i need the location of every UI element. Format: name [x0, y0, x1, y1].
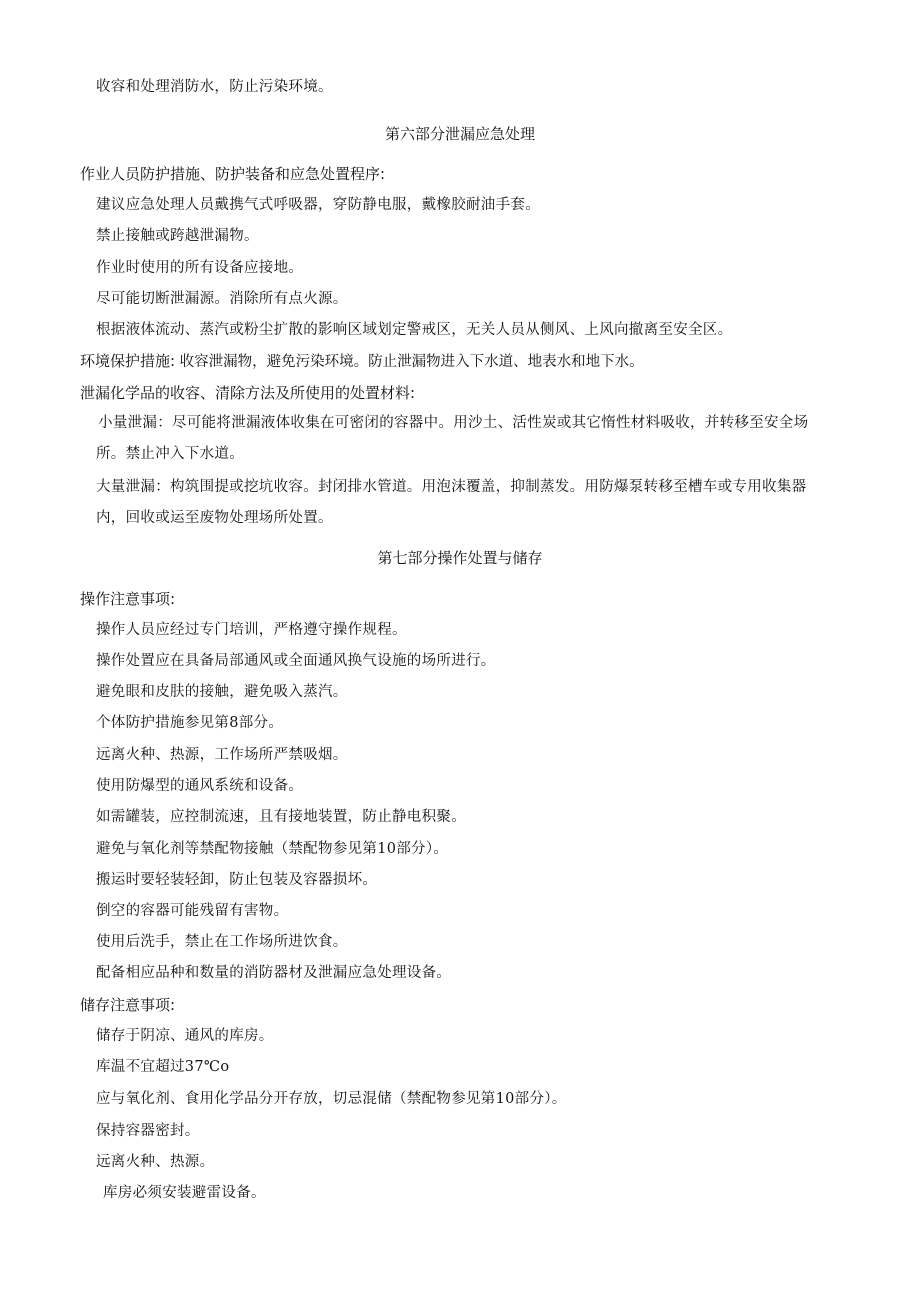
large-leak-line: 内，回收或运至废物处理场所处置。: [96, 510, 333, 526]
environment-protection-row: [80, 351, 644, 372]
personnel-item: 尽可能切断泄漏源。消除所有点火源。: [96, 291, 348, 307]
storage-item: 应与氧化剂、食用化学品分开存放，切忌混储（禁配物参见第10部分）。: [96, 1091, 567, 1107]
operation-item: 操作处置应在具备局部通风或全面通风换气设施的场所进行。: [96, 653, 496, 669]
storage-item: 库温不宜超过37℃o: [96, 1059, 230, 1075]
storage-item: 储存于阴凉、通风的库房。: [96, 1028, 274, 1044]
storage-item: 保持容器密封。: [96, 1123, 200, 1139]
small-leak-line: 小量泄漏：尽可能将泄漏液体收集在可密闭的容器中。用沙土、活性炭或其它惰性材料吸收，并转移至安全场: [98, 415, 809, 431]
operation-item: 搬运时要轻装轻卸，防止包装及容器损坏。: [96, 872, 378, 888]
operation-item: 使用后洗手，禁止在工作场所进饮食。: [96, 934, 348, 950]
operation-item: 倒空的容器可能残留有害物。: [96, 903, 289, 919]
storage-item: 库房必须安装避雷设备。: [103, 1185, 266, 1201]
storage-notes-label: 储存注意事项:: [80, 996, 176, 1014]
environment-protection-label: 环境保护措施:: [80, 352, 176, 370]
intro-line: 收容和处理消防水，防止污染环境。: [96, 79, 333, 95]
storage-item: 远离火种、热源。: [96, 1154, 215, 1170]
personnel-item: 禁止接触或跨越泄漏物。: [96, 228, 259, 244]
personnel-protection-label: 作业人员防护措施、防护装备和应急处置程序:: [80, 165, 386, 183]
personnel-item: 建议应急处理人员戴携气式呼吸器，穿防静电服，戴橡胶耐油手套。: [96, 197, 540, 213]
operation-item: 如需罐装，应控制流速，且有接地装置，防止静电积聚。: [96, 809, 466, 825]
section6-title: 第六部分泄漏应急处理: [384, 125, 535, 143]
small-leak-line: 所。禁止冲入下水道。: [96, 446, 244, 462]
personnel-item: 根据液体流动、蒸汽或粉尘扩散的影响区域划定警戒区，无关人员从侧风、上风向撤离至安全区。: [96, 322, 733, 338]
operation-item: 避免与氧化剂等禁配物接触（禁配物参见第10部分）。: [96, 841, 449, 857]
operation-item: 配备相应品种和数量的消防器材及泄漏应急处理设备。: [96, 965, 452, 981]
cleanup-methods-label: 泄漏化学品的收容、清除方法及所使用的处置材料:: [80, 384, 416, 402]
operation-item: 操作人员应经过专门培训，严格遵守操作规程。: [96, 622, 407, 638]
operation-item: 使用防爆型的通风系统和设备。: [96, 778, 304, 794]
large-leak-line: 大量泄漏：构筑围提或挖坑收容。封闭排水管道。用泡沫覆盖，抑制蒸发。用防爆泵转移至槽车或专用收集器: [96, 479, 807, 495]
personnel-item: 作业时使用的所有设备应接地。: [96, 260, 304, 276]
section7-title: 第七部分操作处置与储存: [377, 549, 543, 567]
environment-protection-text: 收容泄漏物，避免污染环境。防止泄漏物进入下水道、地表水和地下水。: [175, 354, 644, 370]
operation-item: 避免眼和皮肤的接触，避免吸入蒸汽。: [96, 684, 348, 700]
operation-item: 远离火种、热源，工作场所严禁吸烟。: [96, 747, 348, 763]
operation-notes-label: 操作注意事项:: [80, 590, 176, 608]
operation-item: 个体防护措施参见第8部分。: [96, 715, 284, 731]
